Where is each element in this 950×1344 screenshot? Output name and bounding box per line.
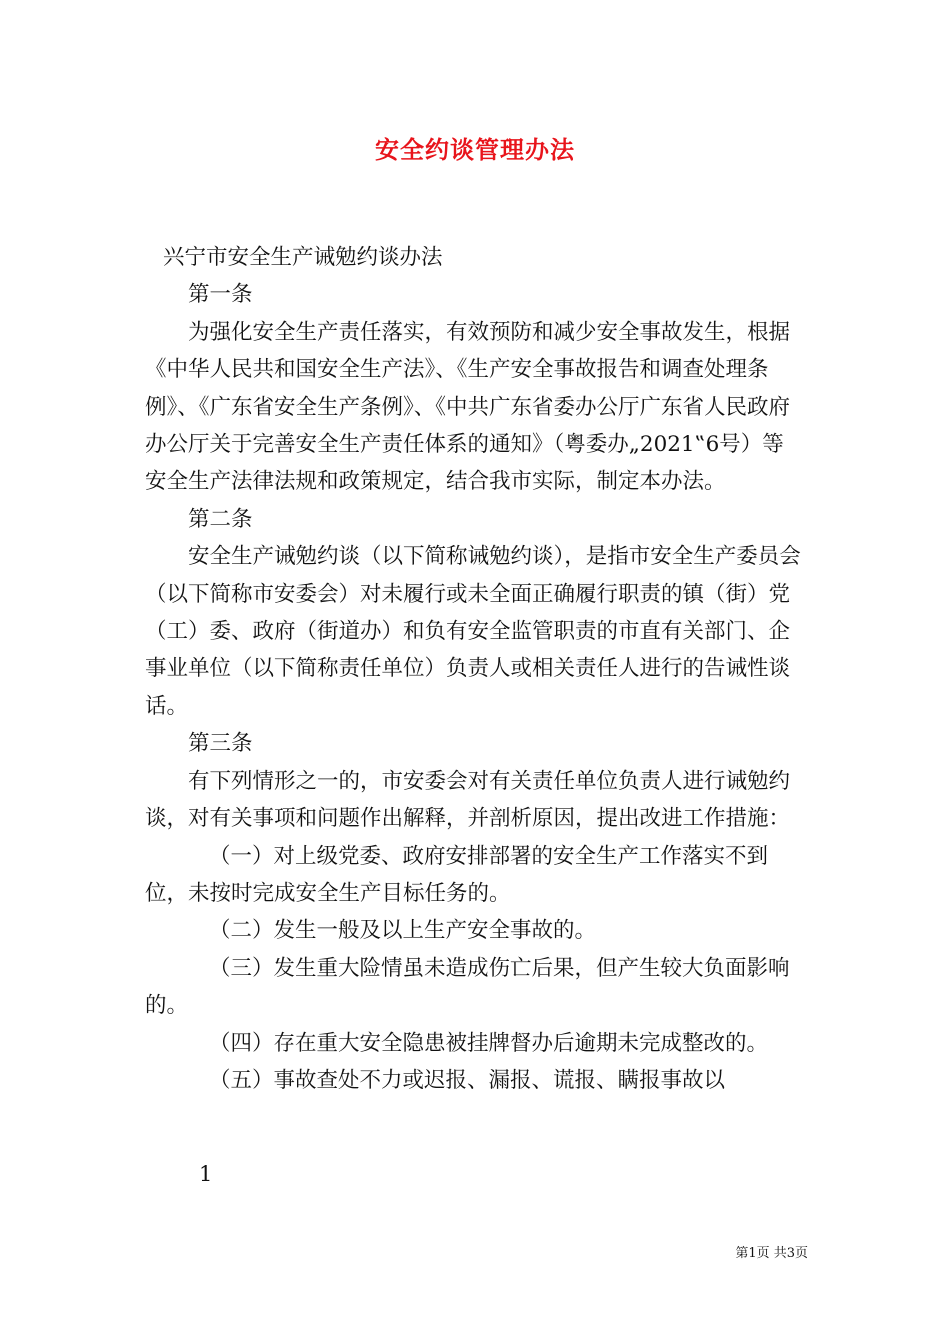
page-footer: 第1页 共3页 (735, 1246, 808, 1261)
article-3-heading: 第三条 (188, 731, 253, 757)
list-item: （四）存在重大安全隐患被挂牌督办后逾期未完成整改的。 (209, 1030, 769, 1056)
document-title: 安全约谈管理办法 (375, 135, 575, 164)
article-1-heading: 第一条 (188, 282, 253, 308)
page-number: 1 (199, 1162, 213, 1186)
list-item: （二）发生一般及以上生产安全事故的。 (209, 918, 597, 944)
article-2-heading: 第二条 (188, 506, 253, 532)
list-item: （一）对上级党委、政府安排部署的安全生产工作落实不到位，未按时完成安全生产目标任务的。 (145, 843, 769, 906)
article-1-text: 为强化安全生产责任落实，有效预防和减少安全事故发生，根据《中华人民共和国安全生产法》、《生产安全事故报告和调查处理条例》、《广东省安全生产条例》、《中共广东省委办公厅广东省人民政府办公厅关于完善安全生产责任体系的通知》（粤委办„2021‟6号）等安全生产法律法规和政策规定，结合我市实际，制定本办法。 (145, 319, 791, 495)
intro-line: 兴宁市安全生产诫勉约谈办法 (163, 245, 443, 270)
article-3-text: 有下列情形之一的，市安委会对有关责任单位负责人进行诫勉约谈，对有关事项和问题作出解释，并剖析原因，提出改进工作措施： (145, 768, 791, 832)
list-item: （三）发生重大险情虽未造成伤亡后果，但产生较大负面影响的。 (145, 955, 790, 1019)
document-body (145, 239, 805, 1099)
article-2-text: 安全生产诫勉约谈（以下简称诫勉约谈），是指市安全生产委员会（以下简称市安委会）对未履行或未全面正确履行职责的镇（街）党（工）委、政府（街道办）和负有安全监管职责的市直有关部门、企事业单位（以下简称责任单位）负责人或相关责任人进行的告诫性谈话。 (145, 544, 801, 719)
list-item: （五）事故查处不力或迟报、漏报、谎报、瞒报事故以 (209, 1067, 726, 1093)
